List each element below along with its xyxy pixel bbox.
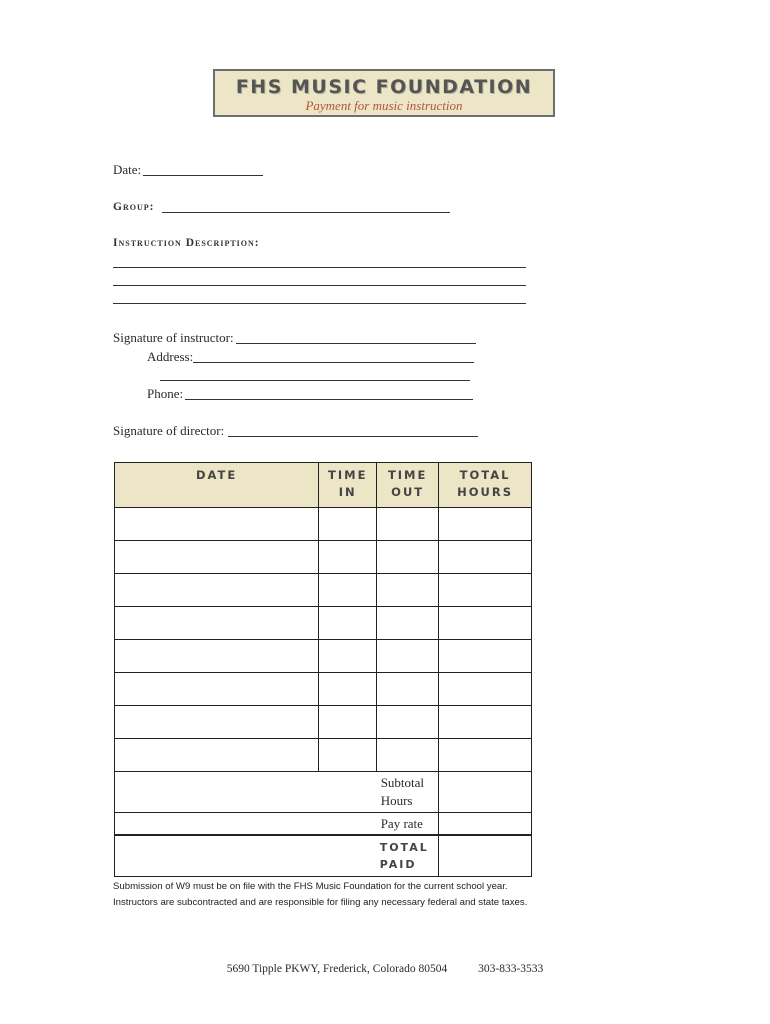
director-signature-label: Signature of director: bbox=[113, 423, 225, 438]
subtotal-label-cell bbox=[377, 772, 439, 813]
date-cell[interactable] bbox=[115, 739, 319, 772]
pay-rate-label-cell bbox=[377, 813, 439, 836]
director-signature-field[interactable] bbox=[228, 436, 478, 437]
instruction-description-line-3[interactable] bbox=[113, 303, 526, 304]
phone-field[interactable] bbox=[185, 399, 473, 400]
foundation-title: FHS MUSIC FOUNDATION bbox=[235, 76, 533, 98]
time-in-cell[interactable] bbox=[319, 607, 377, 640]
pay-rate-label: Pay rate bbox=[380, 815, 423, 831]
submission-notes bbox=[113, 879, 527, 911]
date-cell[interactable] bbox=[115, 541, 319, 574]
instructor-signature-label: Signature of instructor: bbox=[113, 330, 234, 345]
table-row bbox=[115, 640, 532, 673]
date-cell[interactable] bbox=[115, 706, 319, 739]
pay-rate-cell[interactable] bbox=[439, 813, 532, 836]
table-row bbox=[115, 508, 532, 541]
date-label: Date: bbox=[113, 162, 142, 177]
form-subtitle: Payment for music instruction bbox=[305, 98, 463, 113]
tax-note: Instructors are subcontracted and are responsible for filing any necessary federal and state taxes. bbox=[113, 897, 528, 908]
table-row bbox=[115, 607, 532, 640]
time-out-cell[interactable] bbox=[377, 739, 439, 772]
address-label: Address: bbox=[147, 349, 194, 364]
time-out-cell[interactable] bbox=[377, 574, 439, 607]
total-hours-cell[interactable] bbox=[439, 706, 532, 739]
table-header-row bbox=[115, 463, 532, 508]
table-row bbox=[115, 706, 532, 739]
time-out-cell[interactable] bbox=[377, 508, 439, 541]
group-label: Group: bbox=[113, 201, 155, 213]
footer bbox=[0, 963, 770, 975]
w9-note: Submission of W9 must be on file with the FHS Music Foundation for the current school year. bbox=[113, 881, 508, 892]
pay-rate-spacer bbox=[115, 813, 377, 836]
total-hours-cell[interactable] bbox=[439, 508, 532, 541]
subtotal-hours-cell[interactable] bbox=[439, 772, 532, 813]
address-field-1[interactable] bbox=[193, 362, 474, 363]
total-paid-label: TOTAL PAID bbox=[379, 841, 429, 871]
date-cell[interactable] bbox=[115, 508, 319, 541]
subtotal-row bbox=[115, 772, 532, 813]
time-in-cell[interactable] bbox=[319, 706, 377, 739]
group-field[interactable] bbox=[162, 212, 450, 213]
total-hours-cell[interactable] bbox=[439, 739, 532, 772]
phone-label: Phone: bbox=[147, 386, 184, 401]
date-cell[interactable] bbox=[115, 607, 319, 640]
time-out-cell[interactable] bbox=[377, 541, 439, 574]
total-paid-spacer bbox=[115, 835, 377, 877]
time-in-cell[interactable] bbox=[319, 640, 377, 673]
header-banner bbox=[213, 69, 555, 117]
address-field-2[interactable] bbox=[160, 380, 470, 381]
time-in-cell[interactable] bbox=[319, 574, 377, 607]
total-hours-cell[interactable] bbox=[439, 607, 532, 640]
date-field[interactable] bbox=[143, 175, 263, 176]
time-out-cell[interactable] bbox=[377, 673, 439, 706]
total-hours-cell[interactable] bbox=[439, 673, 532, 706]
time-out-cell[interactable] bbox=[377, 607, 439, 640]
footer-address: 5690 Tipple PKWY, Frederick, Colorado 80504 bbox=[226, 963, 448, 975]
subtotal-hours-label: Subtotal Hours bbox=[380, 775, 425, 808]
table-row bbox=[115, 541, 532, 574]
time-in-cell[interactable] bbox=[319, 673, 377, 706]
date-cell[interactable] bbox=[115, 673, 319, 706]
total-paid-label-cell bbox=[377, 835, 439, 877]
instructor-signature-field[interactable] bbox=[236, 343, 476, 344]
total-paid-row bbox=[115, 835, 532, 877]
time-out-cell[interactable] bbox=[377, 706, 439, 739]
time-out-cell[interactable] bbox=[377, 640, 439, 673]
total-hours-column-header: TOTAL HOURS bbox=[439, 463, 532, 508]
time-out-column-header: TIME OUT bbox=[377, 463, 439, 508]
instruction-description-line-2[interactable] bbox=[113, 285, 526, 286]
time-in-cell[interactable] bbox=[319, 541, 377, 574]
subtotal-spacer bbox=[115, 772, 377, 813]
table-row bbox=[115, 739, 532, 772]
total-hours-cell[interactable] bbox=[439, 541, 532, 574]
table-row bbox=[115, 574, 532, 607]
total-paid-cell[interactable] bbox=[439, 835, 532, 877]
date-cell[interactable] bbox=[115, 574, 319, 607]
table-row bbox=[115, 673, 532, 706]
date-column-header: DATE bbox=[115, 463, 319, 508]
instruction-description-line-1[interactable] bbox=[113, 267, 526, 268]
instruction-description-label: Instruction Description: bbox=[113, 237, 260, 249]
time-in-column-header: TIME IN bbox=[319, 463, 377, 508]
total-hours-cell[interactable] bbox=[439, 640, 532, 673]
total-hours-cell[interactable] bbox=[439, 574, 532, 607]
time-in-cell[interactable] bbox=[319, 739, 377, 772]
hours-table bbox=[114, 462, 532, 877]
time-in-cell[interactable] bbox=[319, 508, 377, 541]
date-cell[interactable] bbox=[115, 640, 319, 673]
footer-phone: 303-833-3533 bbox=[478, 963, 544, 975]
pay-rate-row bbox=[115, 813, 532, 836]
